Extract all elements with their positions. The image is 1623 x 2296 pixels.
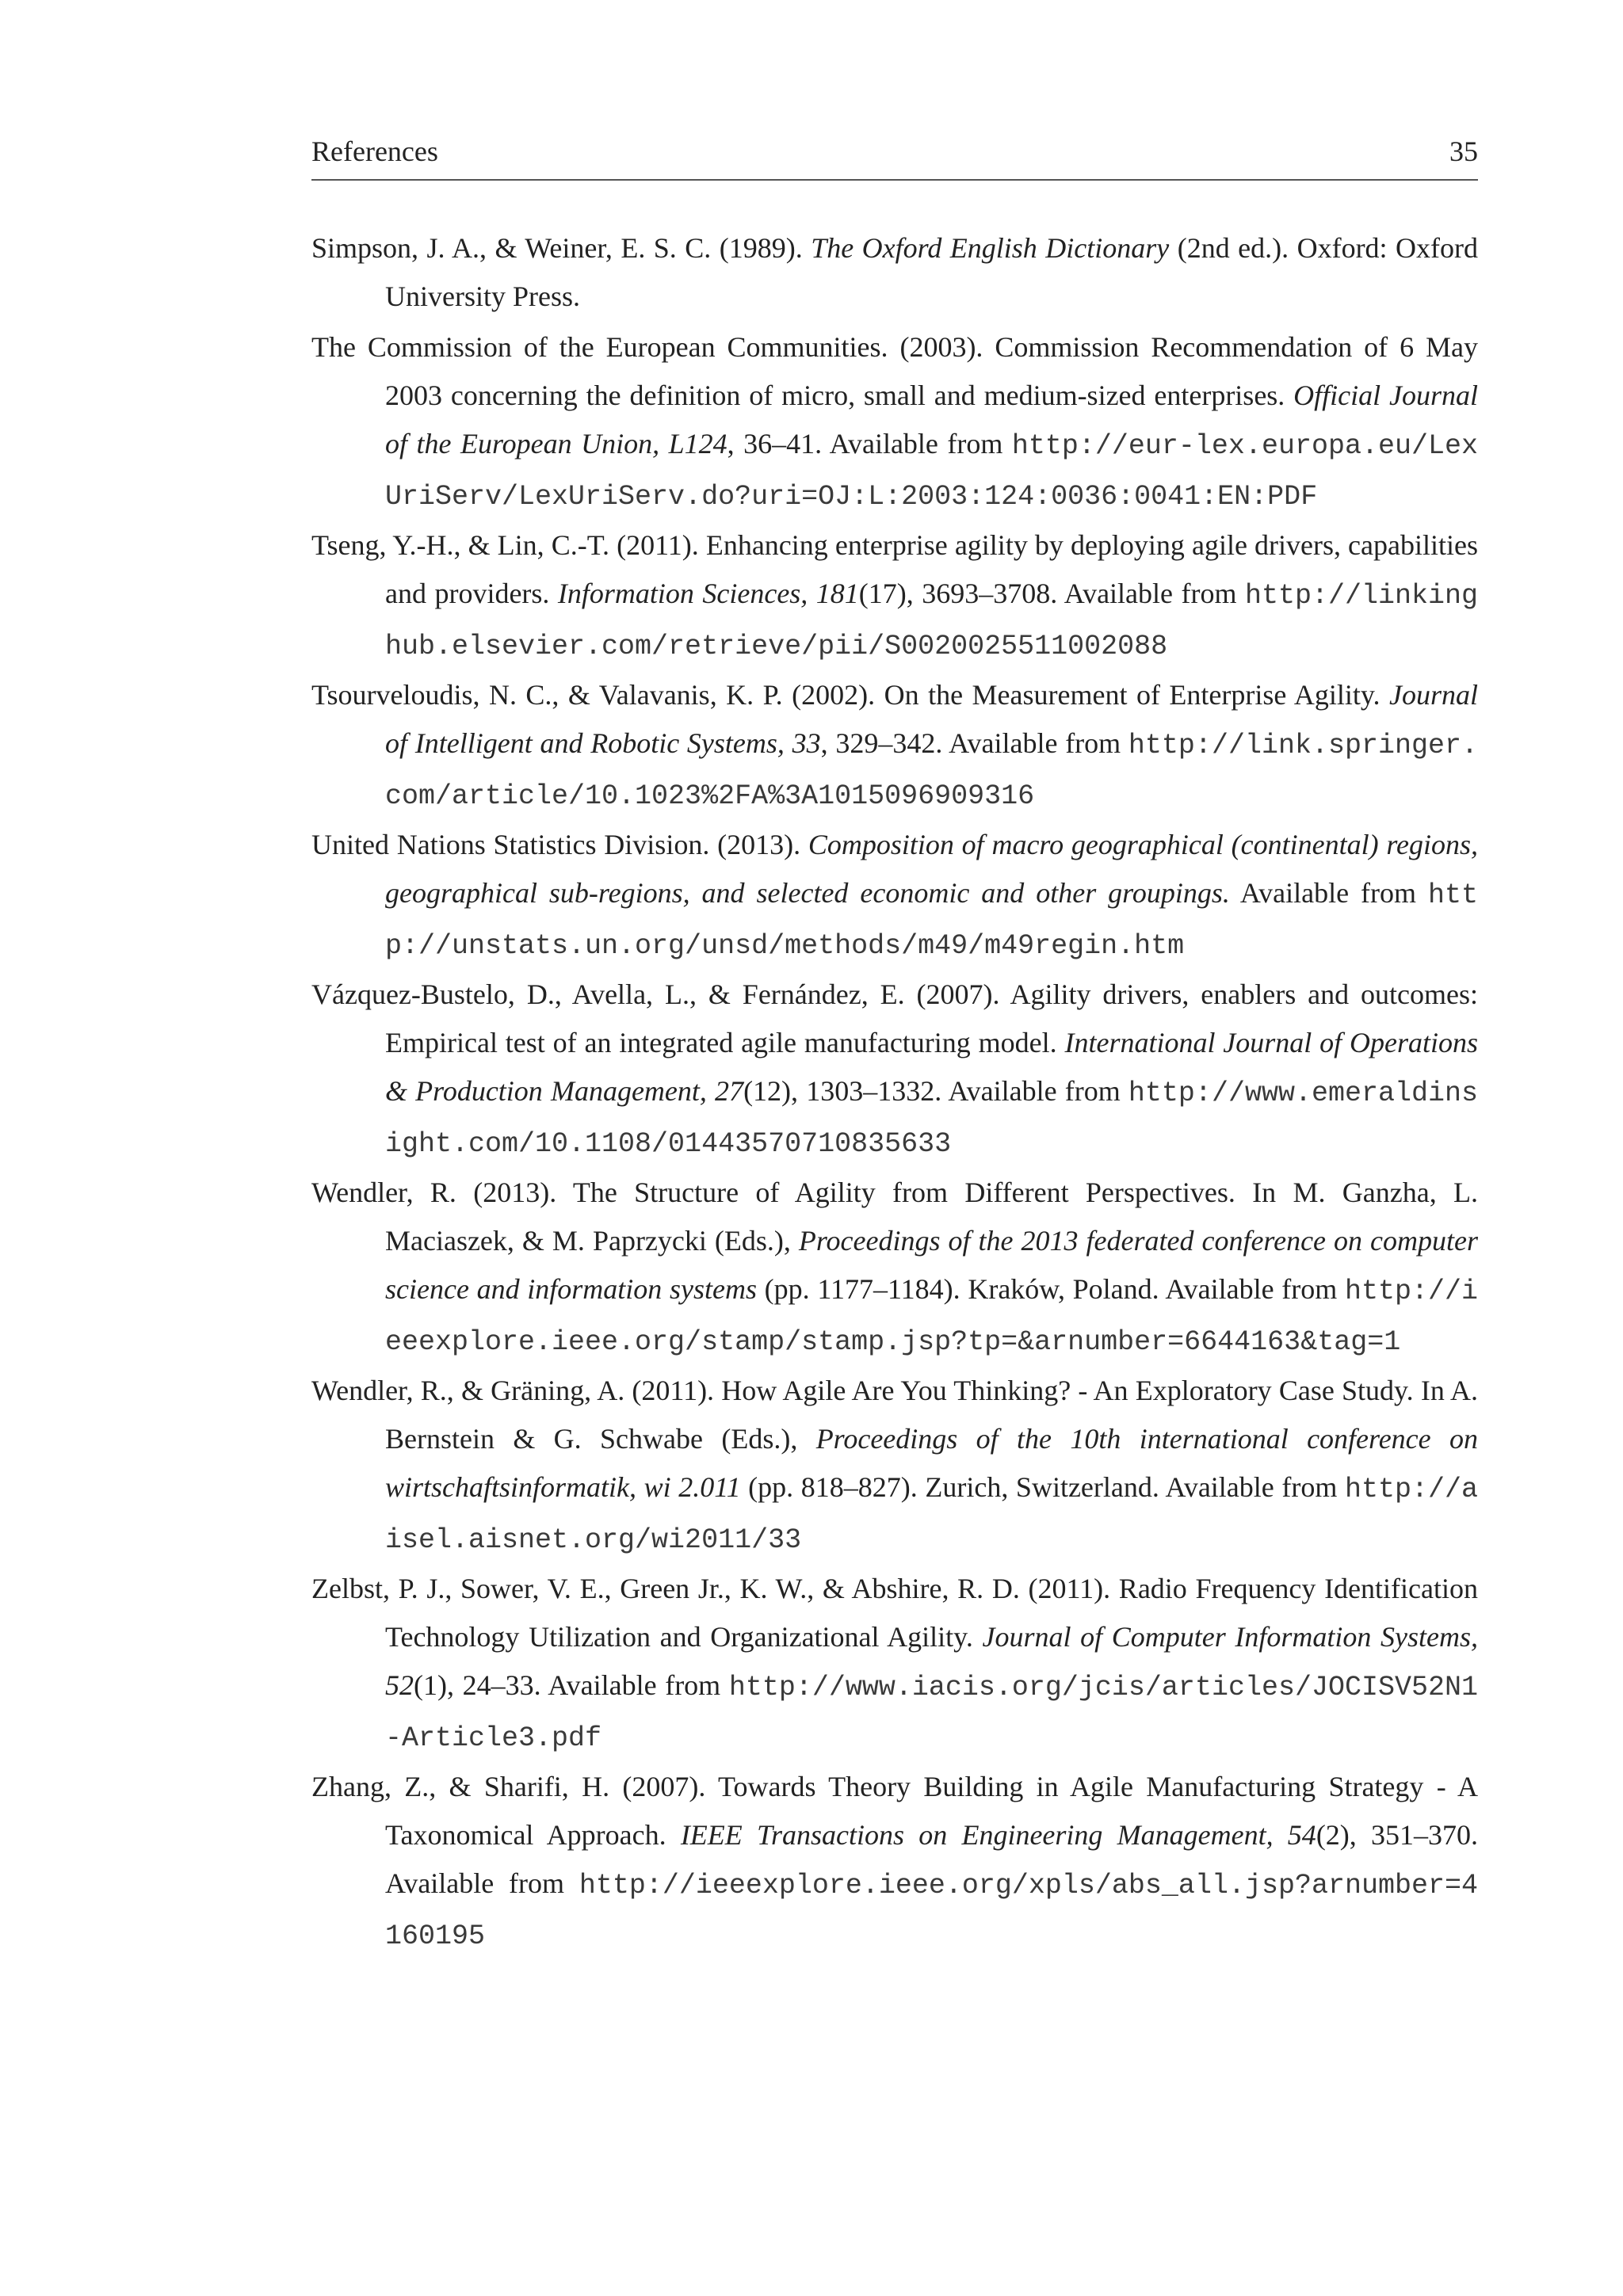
reference-details: , 36–41. Available from <box>727 428 1012 460</box>
reference-title: Proceedings of the 2013 federated conference on computer science and information systems <box>385 1225 1479 1305</box>
reference-details: (2), 351–370. Available from <box>385 1819 1479 1899</box>
reference-title: International Journal of Operations & Production Management, 27 <box>385 1027 1478 1107</box>
reference-text: Simpson, J. A., & Weiner, E. S. C. (1989). <box>311 232 812 264</box>
reference-entry <box>311 521 1478 671</box>
reference-title: IEEE Transactions on Engineering Management, 54 <box>680 1819 1316 1851</box>
reference-url[interactable]: http://unstats.un.org/unsd/methods/m49/m49regin.htm <box>385 879 1478 962</box>
reference-text: Wendler, R. (2013). The Structure of Agility from Different Perspectives. In M. Ganzha, L. Maciaszek, & M. Paprzycki (Eds.), <box>311 1177 1478 1257</box>
reference-text: Zelbst, P. J., Sower, V. E., Green Jr., K. W., & Abshire, R. D. (2011). Radio Frequency Identification Technology Utilization and Organizational Agility. <box>311 1573 1478 1653</box>
reference-details: (12), 1303–1332. Available from <box>743 1075 1128 1107</box>
section-title: References <box>311 135 438 167</box>
reference-text: United Nations Statistics Division. (2013). <box>311 829 808 860</box>
reference-text: Zhang, Z., & Sharifi, H. (2007). Towards Theory Building in Agile Manufacturing Strategy - A Taxonomical Approach. <box>311 1771 1478 1851</box>
reference-url[interactable]: http://ieeexplore.ieee.org/xpls/abs_all.jsp?arnumber=4160195 <box>385 1870 1478 1952</box>
reference-details: (pp. 818–827). Zurich, Switzerland. Available from <box>740 1471 1345 1503</box>
reference-list <box>311 224 1478 1961</box>
reference-entry <box>311 1367 1478 1565</box>
reference-text: Wendler, R., & Gräning, A. (2011). How Agile Are You Thinking? - An Exploratory Case Study. In A. Bernstein & G. Schwabe (Eds.), <box>311 1375 1478 1455</box>
reference-details: (1), 24–33. Available from <box>414 1669 729 1701</box>
reference-entry <box>311 971 1478 1169</box>
reference-title: Composition of macro geographical (continental) regions, geographical sub-regions, and selected economic and other groupings. <box>385 829 1478 909</box>
reference-title: Proceedings of the 10th international conference on wirtschaftsinformatik, wi 2.011 <box>385 1423 1478 1503</box>
page-number: 35 <box>1449 135 1478 167</box>
reference-text: Tsourveloudis, N. C., & Valavanis, K. P. (2002). On the Measurement of Enterprise Agility. <box>311 679 1389 711</box>
reference-entry <box>311 821 1478 971</box>
reference-url[interactable]: http://www.emeraldinsight.com/10.1108/01443570710835633 <box>385 1077 1478 1160</box>
reference-entry <box>311 1565 1478 1763</box>
running-header <box>311 132 1478 181</box>
reference-details: , 329–342. Available from <box>820 727 1128 759</box>
reference-entry <box>311 671 1478 821</box>
reference-title: Information Sciences, 181 <box>557 578 859 609</box>
reference-title: Journal of Computer Information Systems, 52 <box>385 1621 1478 1701</box>
reference-text: The Commission of the European Communities. (2003). Commission Recommendation of 6 May 2003 concerning the definition of micro, small and medium-sized enterprises. <box>311 331 1478 411</box>
reference-entry <box>311 1763 1478 1961</box>
reference-url[interactable]: http://aisel.aisnet.org/wi2011/33 <box>385 1474 1478 1556</box>
reference-url[interactable]: http://www.iacis.org/jcis/articles/JOCISV52N1-Article3.pdf <box>385 1672 1478 1754</box>
reference-title: Journal of Intelligent and Robotic Systems, 33 <box>385 679 1478 759</box>
reference-title: Official Journal of the European Union, L124 <box>385 379 1478 460</box>
reference-entry <box>311 1169 1478 1367</box>
reference-url[interactable]: http://ieeexplore.ieee.org/stamp/stamp.jsp?tp=&arnumber=6644163&tag=1 <box>385 1276 1478 1358</box>
reference-details: Available from <box>1229 877 1428 909</box>
document-page <box>311 132 1478 1961</box>
reference-details: (2nd ed.). Oxford: Oxford University Press. <box>385 232 1478 312</box>
reference-text: Vázquez-Bustelo, D., Avella, L., & Fernández, E. (2007). Agility drivers, enablers and outcomes: Empirical test of an integrated agile manufacturing model. <box>311 978 1478 1058</box>
reference-entry <box>311 323 1478 521</box>
reference-url[interactable]: http://link.springer.com/article/10.1023%2FA%3A1015096909316 <box>385 730 1478 812</box>
reference-url[interactable]: http://eur-lex.europa.eu/LexUriServ/LexUriServ.do?uri=OJ:L:2003:124:0036:0041:EN:PDF <box>385 430 1478 513</box>
reference-title: The Oxford English Dictionary <box>811 232 1170 264</box>
reference-text: Tseng, Y.-H., & Lin, C.-T. (2011). Enhancing enterprise agility by deploying agile drivers, capabilities and providers. <box>311 529 1478 609</box>
reference-entry <box>311 224 1478 323</box>
reference-url[interactable]: http://linkinghub.elsevier.com/retrieve/pii/S0020025511002088 <box>385 580 1478 662</box>
reference-details: (17), 3693–3708. Available from <box>858 578 1245 609</box>
reference-details: (pp. 1177–1184). Kraków, Poland. Available from <box>756 1273 1345 1305</box>
